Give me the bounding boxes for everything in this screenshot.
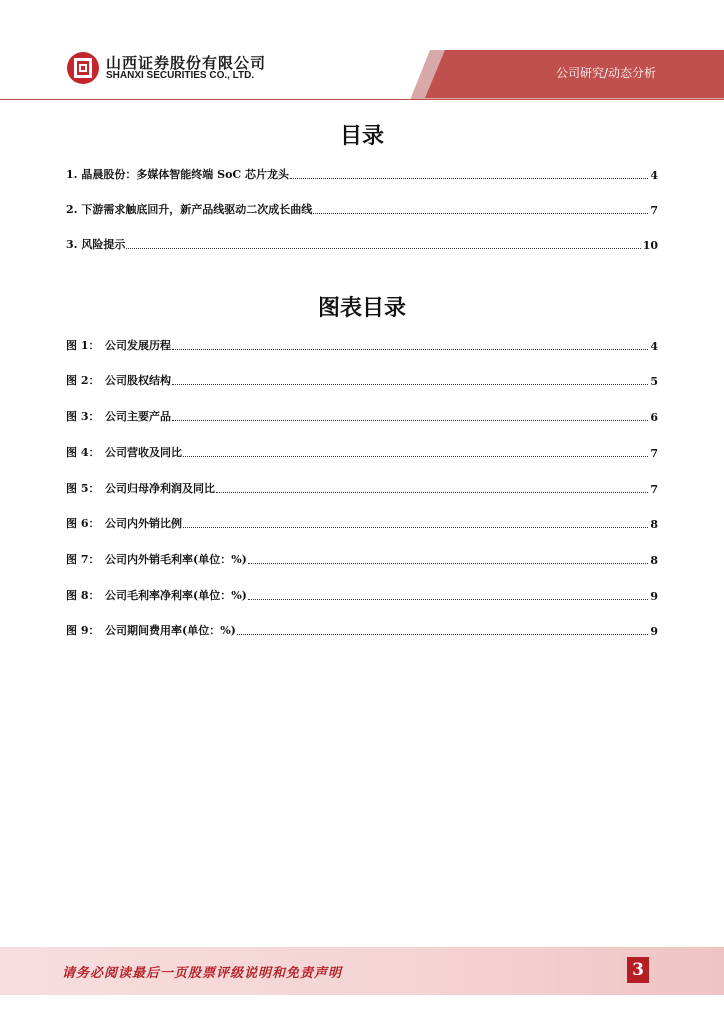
- disclaimer-note: 请务必阅读最后一页股票评级说明和免责声明: [62, 966, 343, 981]
- figure-entry-label: 公司主要产品: [105, 410, 171, 423]
- figure-entry-number: 图 1：: [66, 339, 100, 352]
- figure-entry[interactable]: [66, 587, 658, 603]
- figure-entry-page: 8: [650, 554, 658, 567]
- toc-entry-page: 7: [650, 204, 658, 217]
- leader-dots: [172, 349, 648, 350]
- company-name-cn: 山西证券股份有限公司: [106, 54, 267, 72]
- page-number: 3: [627, 957, 649, 983]
- toc-title: 目录: [339, 124, 384, 149]
- leader-dots: [248, 599, 648, 600]
- leader-dots: [237, 634, 648, 635]
- figure-entry-label: 公司营收及同比: [105, 446, 182, 459]
- figure-entry-label: 公司股权结构: [105, 374, 171, 387]
- toc-entry-label: 1. 晶晨股份：多媒体智能终端 SoC 芯片龙头: [66, 168, 290, 181]
- figure-entry[interactable]: [66, 551, 658, 567]
- figure-entry-page: 7: [650, 483, 658, 496]
- company-logo-icon: [66, 51, 100, 85]
- figure-entry[interactable]: [66, 515, 658, 531]
- leader-dots: [126, 248, 640, 249]
- figure-entry-number: 图 3：: [66, 410, 100, 423]
- figure-entry[interactable]: [66, 408, 658, 424]
- figure-entry-page: 5: [650, 375, 658, 388]
- figure-entry-number: 图 8：: [66, 589, 100, 602]
- page-header: [0, 0, 724, 100]
- company-name-en: SHANXI SECURITIES CO., LTD.: [106, 70, 255, 81]
- figure-entry-number: 图 9：: [66, 624, 100, 637]
- figure-entry-label: 公司期间费用率(单位：%): [105, 624, 236, 637]
- toc-entry[interactable]: [66, 201, 658, 217]
- figure-entry-label: 公司归母净利润及同比: [105, 482, 215, 495]
- toc-entry-page: 10: [642, 239, 658, 252]
- figure-entry-label: 公司发展历程: [105, 339, 171, 352]
- leader-dots: [172, 384, 648, 385]
- figure-entry-page: 6: [650, 411, 658, 424]
- leader-dots: [313, 213, 648, 214]
- leader-dots: [172, 420, 648, 421]
- figure-entry-label: 公司内外销毛利率(单位：%): [105, 553, 247, 566]
- toc-entry-label: 2. 下游需求触底回升，新产品线驱动二次成长曲线: [66, 203, 313, 216]
- figure-entry[interactable]: [66, 480, 658, 496]
- figure-entry-page: 4: [650, 340, 658, 353]
- figure-entry-label: 公司毛利率净利率(单位：%): [105, 589, 247, 602]
- figure-entry[interactable]: [66, 372, 658, 388]
- figure-entry-number: 图 5：: [66, 482, 100, 495]
- figure-entry-number: 图 2：: [66, 374, 100, 387]
- leader-dots: [248, 563, 648, 564]
- figure-entry[interactable]: [66, 622, 658, 638]
- figure-entry-number: 图 6：: [66, 517, 100, 530]
- toc-entry[interactable]: [66, 166, 658, 182]
- figure-entry-number: 图 4：: [66, 446, 100, 459]
- figures-title: 图表目录: [317, 296, 406, 321]
- figure-entry-page: 8: [650, 518, 658, 531]
- toc-entry-label: 3. 风险提示: [66, 238, 126, 251]
- figure-entry-page: 9: [650, 590, 658, 603]
- report-category: 公司研究/动态分析: [556, 66, 657, 80]
- figure-entry[interactable]: [66, 444, 658, 460]
- leader-dots: [183, 527, 648, 528]
- figure-entry-number: 图 7：: [66, 553, 100, 566]
- leader-dots: [183, 456, 648, 457]
- figure-entry-page: 9: [650, 625, 658, 638]
- header-band: [0, 0, 724, 100]
- leader-dots: [290, 178, 648, 179]
- figure-entry[interactable]: [66, 337, 658, 353]
- figure-entry-page: 7: [650, 447, 658, 460]
- toc-entry-page: 4: [650, 169, 658, 182]
- figure-entry-label: 公司内外销比例: [105, 517, 182, 530]
- leader-dots: [216, 492, 648, 493]
- toc-entry[interactable]: [66, 236, 658, 252]
